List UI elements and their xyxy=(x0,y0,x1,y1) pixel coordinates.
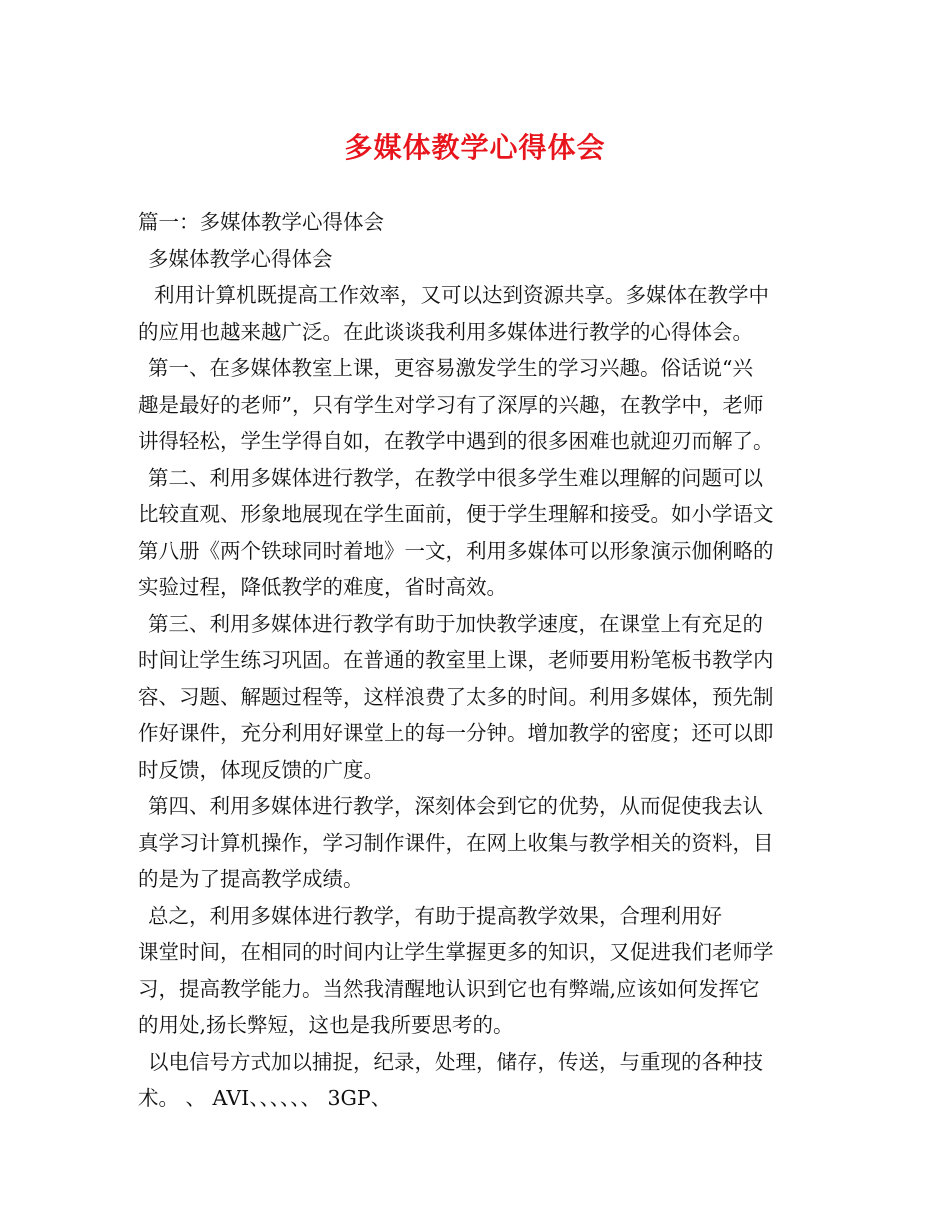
text-line: 篇一：多媒体教学心得体会 xyxy=(138,210,384,234)
text-line: 作好课件，充分利用好课堂上的每一分钟。增加教学的密度；还可以即 xyxy=(138,721,774,745)
text-line: 的是为了提高教学成绩。 xyxy=(138,867,364,891)
text-line: 课堂时间，在相同的时间内让学生掌握更多的知识，又促进我们老师学 xyxy=(138,940,774,964)
text-line: 以电信号方式加以捕捉，纪录，处理，储存，传送，与重现的各种技 xyxy=(148,1049,763,1074)
text-line: 的应用也越来越广泛。在此谈谈我利用多媒体进行教学的心得体会。 xyxy=(138,319,753,344)
text-line: 第四、利用多媒体进行教学，深刻体会到它的优势，从而促使我去认 xyxy=(148,794,763,818)
text-line: 真学习计算机操作，学习制作课件，在网上收集与教学相关的资料，目 xyxy=(138,830,774,855)
text-line: 总之，利用多媒体进行教学，有助于提高教学效果，合理利用好 xyxy=(148,903,722,928)
text-line: 多媒体教学心得体会 xyxy=(148,246,333,271)
text-line: 时间让学生练习巩固。在普通的教室里上课，老师要用粉笔板书教学内 xyxy=(138,648,774,672)
text-line: 第八册《两个铁球同时着地》一文，利用多媒体可以形象演示伽俐略的 xyxy=(138,538,774,563)
text-line: 容、习题、解题过程等，这样浪费了太多的时间。利用多媒体，预先制 xyxy=(138,684,774,709)
text-line: 比较直观、形象地展现在学生面前，便于学生理解和接受。如小学语文 xyxy=(138,502,774,526)
text-line: 习，提高教学能力。当然我清醒地认识到它也有弊端,应该如何发挥它 xyxy=(138,976,760,1001)
text-line: 第一、在多媒体教室上课，更容易激发学生的学习兴趣。俗话说“兴 xyxy=(148,356,753,380)
text-line: 术。 、 AVI、、、、、、 3GP、 xyxy=(138,1086,392,1110)
text-line: 时反馈，体现反馈的广度。 xyxy=(138,757,384,782)
document-title: 多媒体教学心得体会 xyxy=(344,131,606,164)
text-line: 趣是最好的老师”，只有学生对学习有了深厚的兴趣，在教学中，老师 xyxy=(138,392,764,417)
text-line: 讲得轻松，学生学得自如，在教学中遇到的很多困难也就迎刃而解了。 xyxy=(138,429,774,453)
text-line: 实验过程，降低教学的难度，省时高效。 xyxy=(138,575,507,599)
text-line: 利用计算机既提高工作效率，又可以达到资源共享。多媒体在教学中 xyxy=(154,283,769,307)
text-line: 第二、利用多媒体进行教学，在教学中很多学生难以理解的问题可以 xyxy=(148,465,763,490)
text-line: 的用处,扬长弊短，这也是我所要思考的。 xyxy=(138,1013,514,1037)
text-line: 第三、利用多媒体进行教学有助于加快教学速度，在课堂上有充足的 xyxy=(148,611,763,636)
document-body xyxy=(138,204,814,1117)
